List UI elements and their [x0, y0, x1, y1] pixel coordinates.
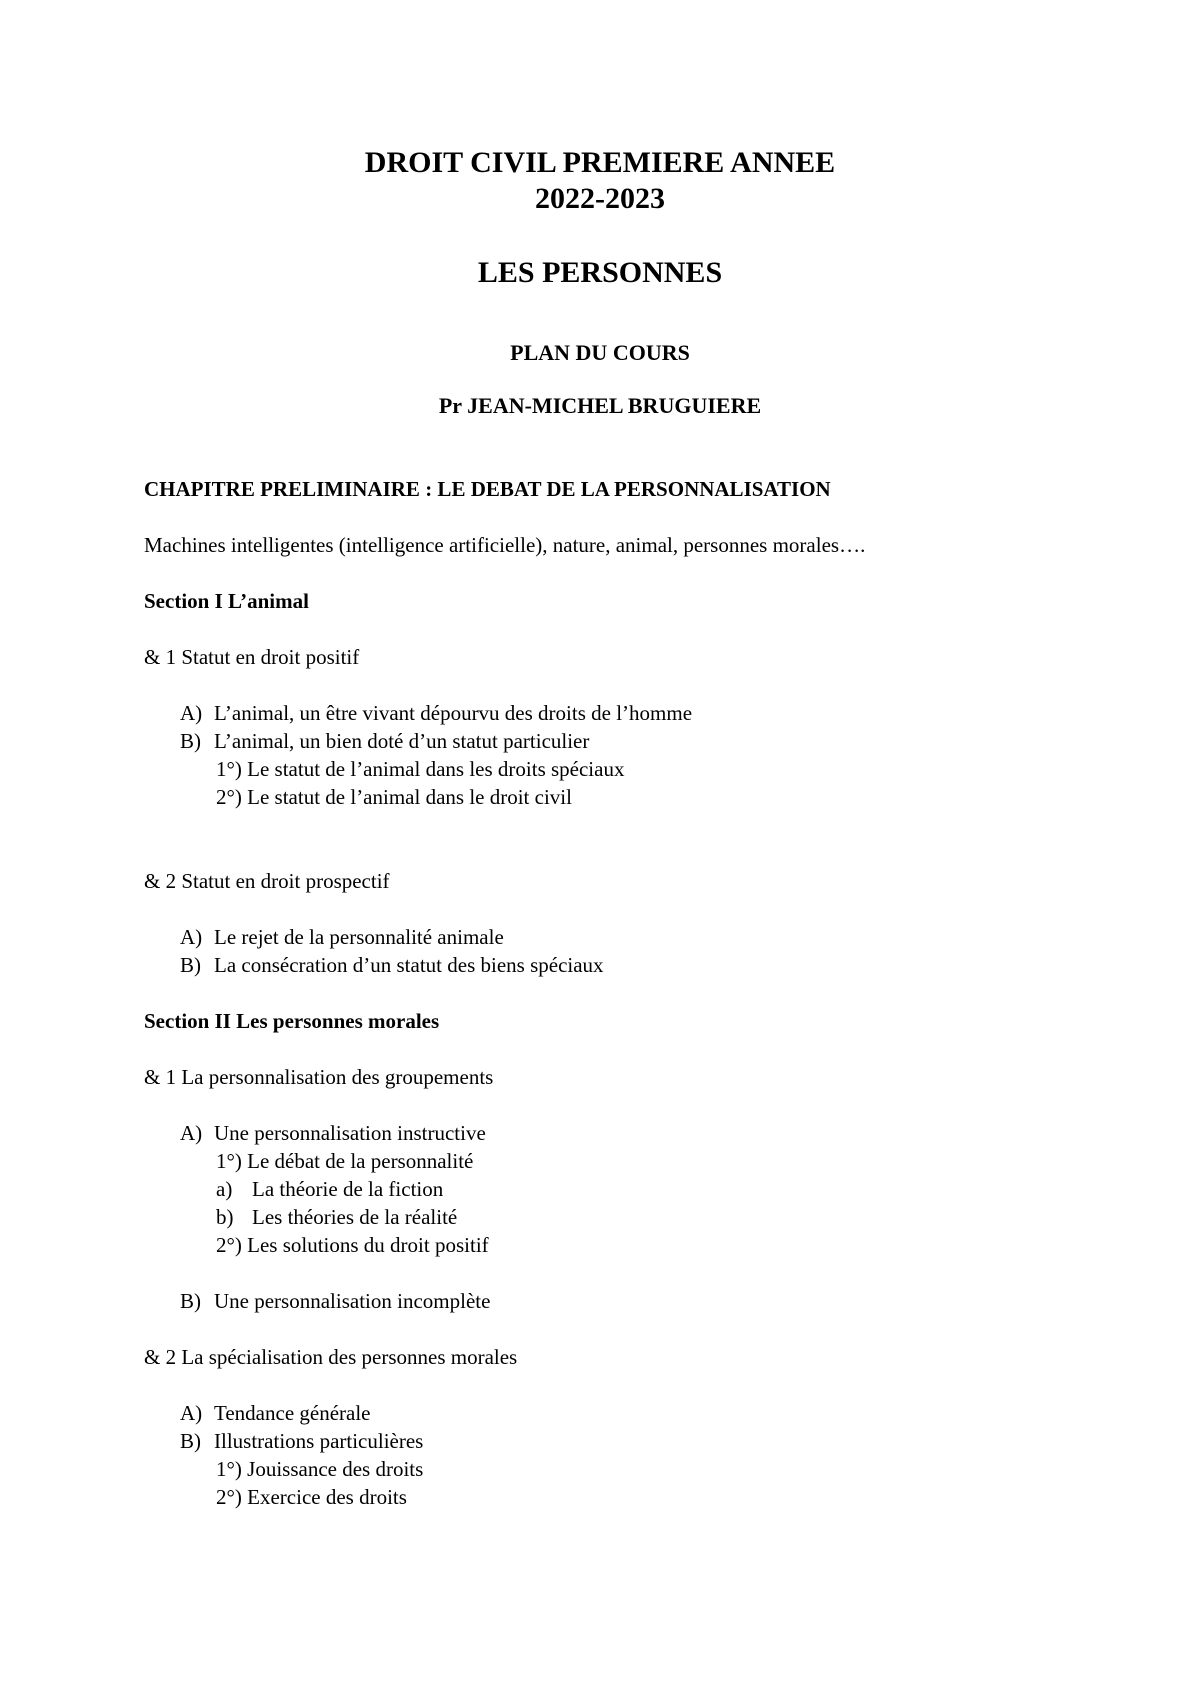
list-item-text: Le rejet de la personnalité animale — [214, 925, 504, 949]
professor-name: Pr JEAN-MICHEL BRUGUIERE — [438, 393, 762, 418]
list-item-text: La théorie de la fiction — [252, 1177, 444, 1201]
sub-list-item: 1°) Le débat de la personnalité — [216, 1149, 474, 1173]
list-item-label: A) — [180, 1401, 203, 1425]
list-item — [180, 703, 692, 724]
list-item — [180, 1403, 371, 1424]
list-item-text: L’animal, un bien doté d’un statut particulier — [214, 729, 590, 753]
section-1-paragraph-2-title: & 2 Statut en droit prospectif — [144, 869, 390, 893]
list-item-label: B) — [180, 1289, 201, 1313]
list-item-text: L’animal, un être vivant dépourvu des droits de l’homme — [214, 701, 693, 725]
section-2-paragraph-2-title: & 2 La spécialisation des personnes morales — [144, 1345, 518, 1369]
plan-heading: PLAN DU COURS — [510, 340, 690, 365]
list-item — [180, 731, 589, 752]
sub-list-item: 1°) Le statut de l’animal dans les droits spéciaux — [216, 757, 625, 781]
list-item-text: La consécration d’un statut des biens spéciaux — [214, 953, 604, 977]
sub-list-item: 2°) Exercice des droits — [216, 1485, 407, 1509]
section-2-paragraph-1-title: & 1 La personnalisation des groupements — [144, 1065, 494, 1089]
list-item-text: Une personnalisation instructive — [214, 1121, 486, 1145]
list-item — [180, 927, 504, 948]
list-item-label: A) — [180, 701, 203, 725]
list-item-text: Tendance générale — [214, 1401, 371, 1425]
sub-list-item: 2°) Les solutions du droit positif — [216, 1233, 489, 1257]
list-item-label: B) — [180, 953, 201, 977]
list-item — [180, 1291, 490, 1312]
list-item — [180, 1123, 486, 1144]
list-item-label: B) — [180, 1429, 201, 1453]
chapter-intro: Machines intelligentes (intelligence artificielle), nature, animal, personnes morales…. — [144, 533, 866, 557]
chapter-title: CHAPITRE PRELIMINAIRE : LE DEBAT DE LA PERSONNALISATION — [144, 477, 831, 501]
list-item-label: a) — [216, 1177, 233, 1201]
section-1-paragraph-1-title: & 1 Statut en droit positif — [144, 645, 360, 669]
list-item-label: B) — [180, 729, 201, 753]
list-item — [180, 955, 604, 976]
list-item-text: Les théories de la réalité — [252, 1205, 458, 1229]
list-item-label: A) — [180, 1121, 203, 1145]
document-title: DROIT CIVIL PREMIERE ANNEE — [364, 146, 836, 179]
list-item-text: Une personnalisation incomplète — [214, 1289, 491, 1313]
sub-sub-list-item — [216, 1179, 443, 1200]
sub-list-item: 2°) Le statut de l’animal dans le droit civil — [216, 785, 572, 809]
sub-list-item: 1°) Jouissance des droits — [216, 1457, 424, 1481]
academic-year: 2022-2023 — [535, 182, 665, 215]
list-item-text: Illustrations particulières — [214, 1429, 424, 1453]
section-2-title: Section II Les personnes morales — [144, 1009, 440, 1033]
course-subject: LES PERSONNES — [477, 256, 723, 289]
section-1-title: Section I L’animal — [144, 589, 309, 613]
list-item — [180, 1431, 423, 1452]
list-item-label: A) — [180, 925, 203, 949]
sub-sub-list-item — [216, 1207, 457, 1228]
list-item-label: b) — [216, 1205, 234, 1229]
